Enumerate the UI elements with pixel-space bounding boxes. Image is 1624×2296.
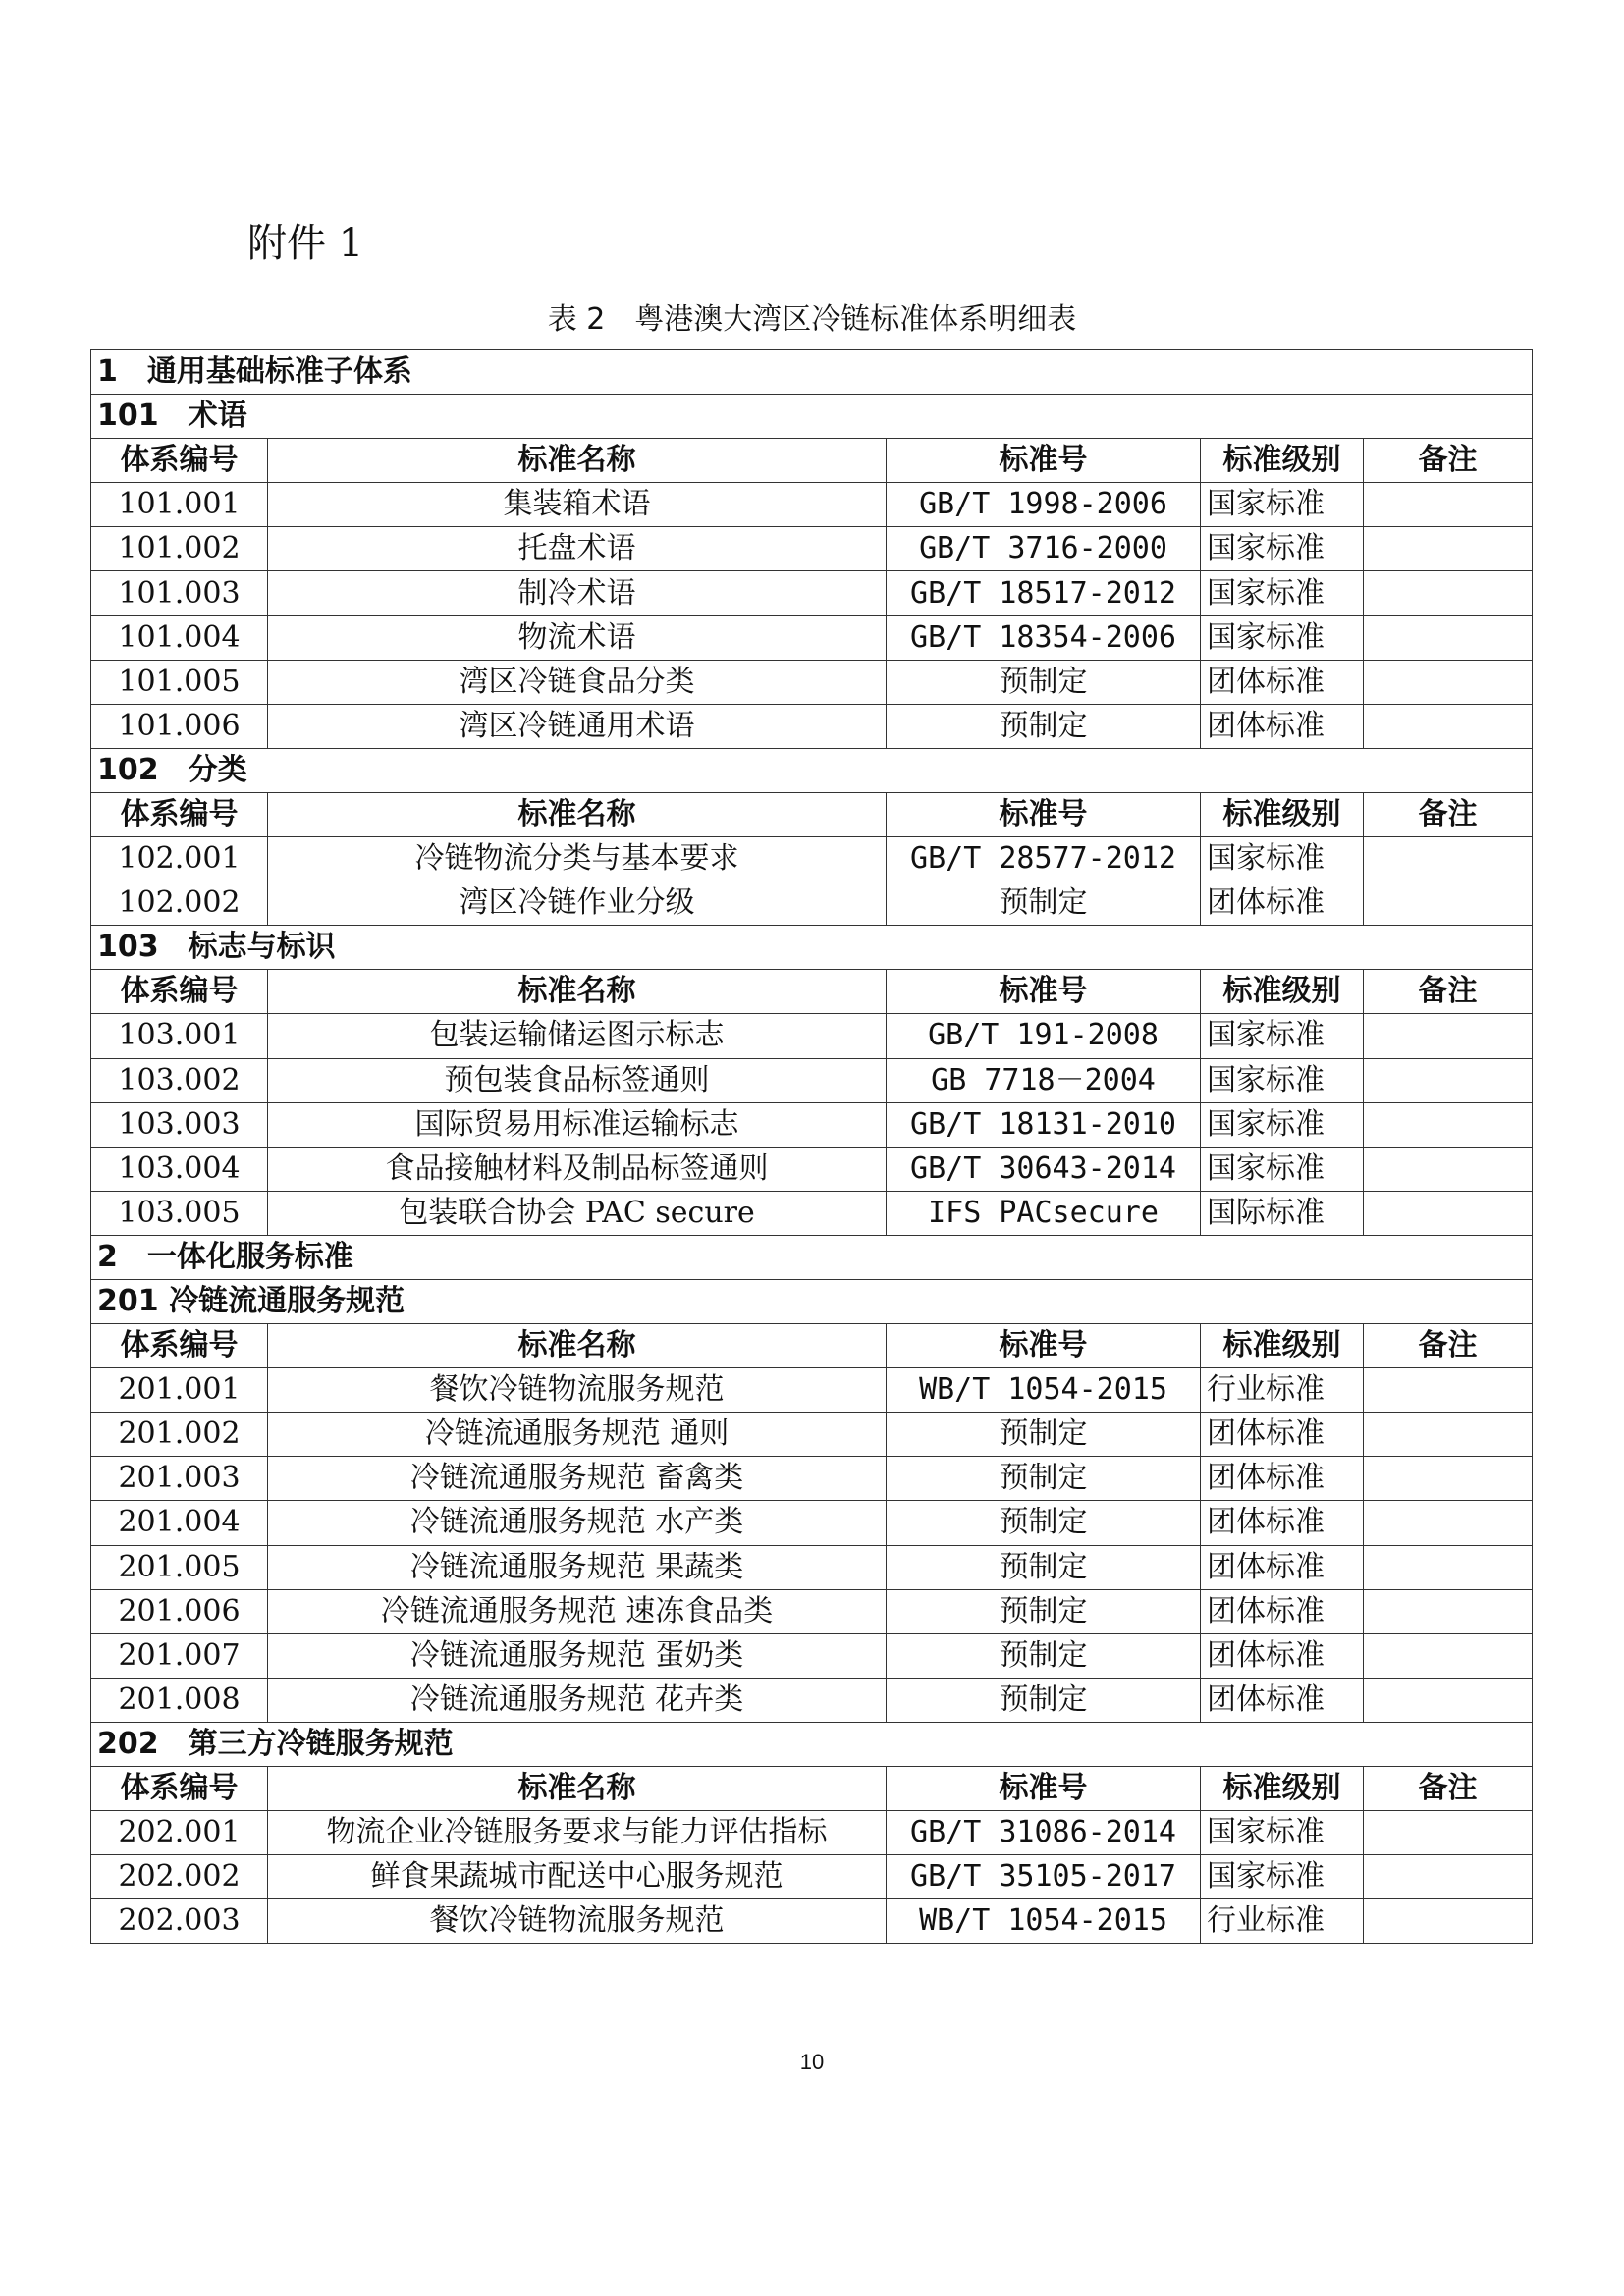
cell-number: 预制定 [887,1589,1201,1633]
cell-remark [1364,837,1533,881]
cell-level: 国际标准 [1201,1191,1364,1235]
table-caption: 表 2 粤港澳大湾区冷链标准体系明细表 [547,302,1077,337]
table-row [91,1633,1533,1678]
header-name: 标准名称 [268,1324,887,1368]
cell-remark [1364,660,1533,704]
cell-code: 201.003 [91,1457,268,1501]
subsection-row [91,395,1533,439]
table-row [91,1589,1533,1633]
header-remark: 备注 [1364,1324,1533,1368]
table-row [91,1058,1533,1102]
table-row [91,1191,1533,1235]
cell-number: GB/T 18131-2010 [887,1102,1201,1147]
cell-number: 预制定 [887,1633,1201,1678]
cell-level: 国家标准 [1201,1102,1364,1147]
header-remark: 备注 [1364,970,1533,1014]
table-row [91,615,1533,660]
cell-number: 预制定 [887,881,1201,926]
cell-name: 冷链流通服务规范 果蔬类 [268,1545,887,1589]
subsection-title: 101 术语 [91,395,1533,439]
table-row [91,1368,1533,1413]
cell-level: 国家标准 [1201,483,1364,527]
cell-level: 国家标准 [1201,1058,1364,1102]
table-row [91,837,1533,881]
cell-number: 预制定 [887,1413,1201,1457]
cell-name: 食品接触材料及制品标签通则 [268,1147,887,1191]
cell-remark [1364,1102,1533,1147]
attachment-label: 附件 1 [247,221,364,266]
header-level: 标准级别 [1201,1324,1364,1368]
header-row [91,1324,1533,1368]
header-code: 体系编号 [91,1767,268,1811]
header-name: 标准名称 [268,970,887,1014]
table-row [91,1899,1533,1944]
cell-remark [1364,1633,1533,1678]
cell-level: 国家标准 [1201,571,1364,615]
cell-number: 预制定 [887,660,1201,704]
cell-code: 201.006 [91,1589,268,1633]
cell-level: 国家标准 [1201,1147,1364,1191]
cell-name: 餐饮冷链物流服务规范 [268,1899,887,1944]
table-row [91,1147,1533,1191]
cell-number: GB/T 191-2008 [887,1014,1201,1058]
cell-number: 预制定 [887,1678,1201,1722]
cell-code: 103.003 [91,1102,268,1147]
cell-level: 行业标准 [1201,1899,1364,1944]
cell-remark [1364,1368,1533,1413]
cell-remark [1364,1413,1533,1457]
cell-number: GB/T 28577-2012 [887,837,1201,881]
cell-name: 物流术语 [268,615,887,660]
cell-remark [1364,1058,1533,1102]
cell-remark [1364,1811,1533,1855]
cell-remark [1364,704,1533,748]
table-row [91,660,1533,704]
cell-name: 冷链流通服务规范 通则 [268,1413,887,1457]
cell-remark [1364,1457,1533,1501]
cell-remark [1364,1501,1533,1545]
cell-code: 101.005 [91,660,268,704]
cell-number: GB/T 18354-2006 [887,615,1201,660]
cell-level: 团体标准 [1201,660,1364,704]
cell-name: 包装联合协会 PAC secure [268,1191,887,1235]
cell-remark [1364,1545,1533,1589]
cell-number: WB/T 1054-2015 [887,1899,1201,1944]
cell-name: 预包装食品标签通则 [268,1058,887,1102]
header-row [91,1767,1533,1811]
cell-remark [1364,1014,1533,1058]
cell-code: 202.002 [91,1855,268,1899]
cell-level: 国家标准 [1201,1014,1364,1058]
cell-number: 预制定 [887,1457,1201,1501]
header-remark: 备注 [1364,1767,1533,1811]
header-row [91,970,1533,1014]
section-title: 2 一体化服务标准 [91,1235,1533,1279]
section-row [91,350,1533,395]
cell-remark [1364,527,1533,571]
cell-level: 国家标准 [1201,1855,1364,1899]
cell-level: 团体标准 [1201,1678,1364,1722]
cell-number: GB 7718－2004 [887,1058,1201,1102]
cell-code: 202.003 [91,1899,268,1944]
header-number: 标准号 [887,1767,1201,1811]
cell-level: 团体标准 [1201,1589,1364,1633]
cell-level: 团体标准 [1201,1413,1364,1457]
cell-code: 201.002 [91,1413,268,1457]
cell-remark [1364,1191,1533,1235]
cell-level: 国家标准 [1201,837,1364,881]
cell-number: 预制定 [887,1545,1201,1589]
table-row [91,483,1533,527]
header-number: 标准号 [887,970,1201,1014]
cell-name: 冷链流通服务规范 水产类 [268,1501,887,1545]
header-row [91,792,1533,836]
section-row [91,1235,1533,1279]
cell-number: GB/T 30643-2014 [887,1147,1201,1191]
cell-number: GB/T 35105-2017 [887,1855,1201,1899]
cell-code: 101.004 [91,615,268,660]
header-level: 标准级别 [1201,970,1364,1014]
header-code: 体系编号 [91,1324,268,1368]
table-row [91,881,1533,926]
cell-code: 102.001 [91,837,268,881]
cell-name: 湾区冷链通用术语 [268,704,887,748]
table-row [91,1413,1533,1457]
cell-code: 201.005 [91,1545,268,1589]
cell-code: 101.001 [91,483,268,527]
table-row [91,1855,1533,1899]
table-row [91,571,1533,615]
subsection-title: 202 第三方冷链服务规范 [91,1722,1533,1766]
cell-remark [1364,1855,1533,1899]
table-row [91,1457,1533,1501]
cell-level: 团体标准 [1201,1457,1364,1501]
cell-name: 冷链流通服务规范 蛋奶类 [268,1633,887,1678]
page-number: 10 [799,2050,825,2074]
cell-level: 团体标准 [1201,704,1364,748]
cell-number: GB/T 18517-2012 [887,571,1201,615]
cell-number: 预制定 [887,704,1201,748]
subsection-row [91,748,1533,792]
subsection-row [91,1722,1533,1766]
cell-name: 物流企业冷链服务要求与能力评估指标 [268,1811,887,1855]
cell-code: 201.001 [91,1368,268,1413]
cell-name: 国际贸易用标准运输标志 [268,1102,887,1147]
cell-code: 102.002 [91,881,268,926]
cell-level: 行业标准 [1201,1368,1364,1413]
cell-name: 包装运输储运图示标志 [268,1014,887,1058]
header-number: 标准号 [887,439,1201,483]
cell-name: 集装箱术语 [268,483,887,527]
cell-remark [1364,1589,1533,1633]
table-row [91,527,1533,571]
subsection-row [91,1279,1533,1323]
cell-code: 201.008 [91,1678,268,1722]
table-row [91,1678,1533,1722]
cell-number: 预制定 [887,1501,1201,1545]
cell-code: 201.007 [91,1633,268,1678]
header-name: 标准名称 [268,792,887,836]
table-row [91,704,1533,748]
cell-name: 冷链流通服务规范 速冻食品类 [268,1589,887,1633]
header-name: 标准名称 [268,439,887,483]
cell-remark [1364,483,1533,527]
cell-number: IFS PACsecure [887,1191,1201,1235]
cell-remark [1364,615,1533,660]
subsection-title: 201 冷链流通服务规范 [91,1279,1533,1323]
table-row [91,1102,1533,1147]
cell-level: 团体标准 [1201,881,1364,926]
cell-code: 103.002 [91,1058,268,1102]
cell-number: GB/T 3716-2000 [887,527,1201,571]
table-row [91,1014,1533,1058]
cell-remark [1364,1147,1533,1191]
cell-level: 团体标准 [1201,1633,1364,1678]
table-row [91,1501,1533,1545]
header-level: 标准级别 [1201,792,1364,836]
cell-level: 国家标准 [1201,615,1364,660]
cell-name: 餐饮冷链物流服务规范 [268,1368,887,1413]
cell-code: 202.001 [91,1811,268,1855]
header-code: 体系编号 [91,792,268,836]
header-code: 体系编号 [91,970,268,1014]
cell-level: 国家标准 [1201,1811,1364,1855]
table-row [91,1545,1533,1589]
cell-remark [1364,881,1533,926]
cell-remark [1364,571,1533,615]
table-row [91,1811,1533,1855]
standards-table [90,349,1533,1944]
header-name: 标准名称 [268,1767,887,1811]
cell-name: 冷链流通服务规范 花卉类 [268,1678,887,1722]
header-number: 标准号 [887,1324,1201,1368]
cell-number: WB/T 1054-2015 [887,1368,1201,1413]
header-level: 标准级别 [1201,1767,1364,1811]
cell-name: 湾区冷链作业分级 [268,881,887,926]
header-row [91,439,1533,483]
cell-name: 制冷术语 [268,571,887,615]
cell-code: 101.006 [91,704,268,748]
cell-name: 湾区冷链食品分类 [268,660,887,704]
header-code: 体系编号 [91,439,268,483]
cell-remark [1364,1678,1533,1722]
cell-level: 团体标准 [1201,1545,1364,1589]
cell-name: 冷链流通服务规范 畜禽类 [268,1457,887,1501]
cell-number: GB/T 1998-2006 [887,483,1201,527]
cell-code: 101.002 [91,527,268,571]
header-number: 标准号 [887,792,1201,836]
cell-level: 团体标准 [1201,1501,1364,1545]
cell-code: 201.004 [91,1501,268,1545]
header-remark: 备注 [1364,439,1533,483]
cell-code: 103.004 [91,1147,268,1191]
header-remark: 备注 [1364,792,1533,836]
subsection-title: 103 标志与标识 [91,926,1533,970]
cell-level: 国家标准 [1201,527,1364,571]
cell-number: GB/T 31086-2014 [887,1811,1201,1855]
subsection-row [91,926,1533,970]
cell-name: 冷链物流分类与基本要求 [268,837,887,881]
cell-code: 101.003 [91,571,268,615]
header-level: 标准级别 [1201,439,1364,483]
subsection-title: 102 分类 [91,748,1533,792]
cell-remark [1364,1899,1533,1944]
cell-code: 103.005 [91,1191,268,1235]
section-title: 1 通用基础标准子体系 [91,350,1533,395]
cell-name: 托盘术语 [268,527,887,571]
cell-name: 鲜食果蔬城市配送中心服务规范 [268,1855,887,1899]
cell-code: 103.001 [91,1014,268,1058]
